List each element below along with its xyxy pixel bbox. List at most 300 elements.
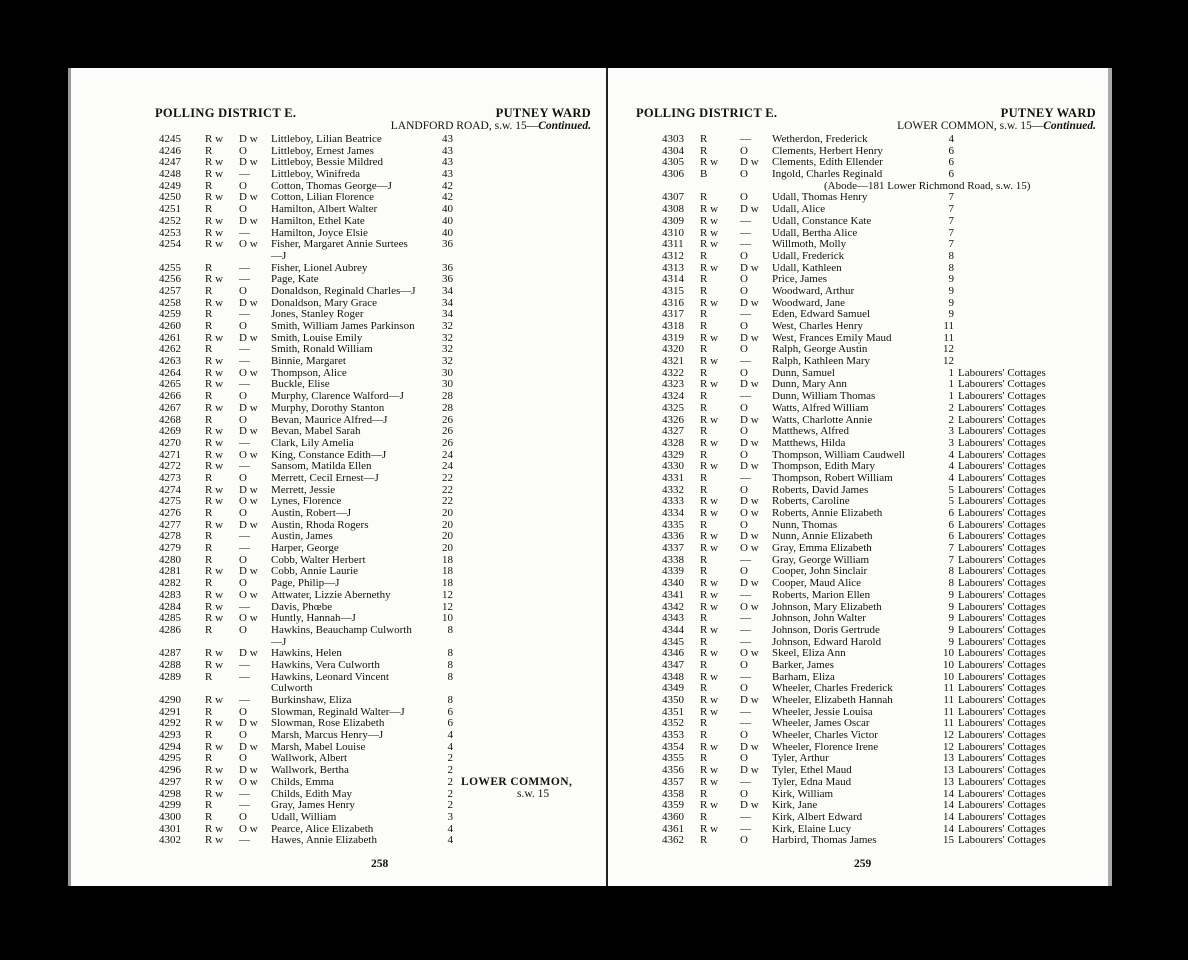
house-number: 7: [948, 226, 954, 239]
qualification-residence: R w: [700, 705, 719, 718]
qualification-occupation: D w: [740, 378, 759, 391]
house-number: 32: [442, 331, 453, 344]
elector-name: Barker, James: [772, 658, 834, 671]
house-number: 7: [948, 203, 954, 216]
elector-number: 4254: [159, 238, 181, 251]
qualification-occupation: O: [239, 203, 247, 216]
qualification-residence: R w: [700, 331, 719, 344]
qualification-residence: R w: [700, 355, 719, 368]
elector-name: Wheeler, James Oscar: [772, 717, 870, 730]
house-number: 22: [442, 483, 453, 496]
elector-name: Willmoth, Molly: [772, 238, 847, 251]
left-street-heading: LANDFORD ROAD, s.w. 15—Continued.: [390, 120, 591, 132]
qualification-residence: R: [205, 413, 213, 426]
elector-number: 4274: [159, 483, 181, 496]
elector-number: 4337: [662, 542, 684, 555]
elector-name: Austin, Robert—J: [271, 507, 352, 519]
house-number: 7: [948, 191, 954, 204]
qualification-residence: R: [700, 144, 708, 157]
address-name: Labourers' Cottages: [958, 658, 1046, 671]
address-name: Labourers' Cottages: [958, 401, 1046, 414]
elector-number: 4249: [159, 179, 181, 192]
register-entry: [71, 239, 609, 251]
qualification-occupation: O w: [239, 775, 258, 788]
qualification-occupation: D w: [239, 156, 258, 169]
elector-number: 4305: [662, 156, 684, 169]
elector-number: 4339: [662, 565, 684, 578]
elector-number: 4279: [159, 542, 181, 555]
qualification-occupation: D w: [740, 799, 759, 812]
qualification-residence: R w: [205, 214, 224, 227]
house-number: 4: [447, 740, 453, 753]
elector-number: 4260: [159, 320, 181, 332]
left-page: [68, 68, 609, 886]
house-number: 8: [948, 577, 954, 590]
house-number: 24: [442, 460, 453, 473]
qualification-occupation: O w: [239, 448, 258, 461]
house-number: 14: [943, 799, 954, 812]
qualification-occupation: O: [239, 471, 247, 484]
house-number: 14: [943, 787, 954, 800]
qualification-residence: R: [700, 565, 708, 578]
house-number: 5: [948, 483, 954, 496]
house-number: 6: [948, 168, 954, 181]
elector-name: Thompson, Alice: [271, 366, 347, 379]
elector-number: 4309: [662, 214, 684, 227]
elector-name: Nunn, Annie Elizabeth: [772, 530, 873, 543]
house-number: 2: [447, 752, 453, 765]
qualification-occupation: D w: [740, 413, 759, 426]
elector-name: Skeel, Eliza Ann: [772, 647, 846, 660]
address-name: Labourers' Cottages: [958, 729, 1046, 742]
house-number: 40: [442, 203, 453, 216]
register-entry: [71, 730, 609, 742]
elector-number: 4333: [662, 495, 684, 508]
qualification-occupation: O w: [740, 600, 759, 613]
qualification-occupation: D w: [740, 331, 759, 344]
elector-number: 4352: [662, 717, 684, 730]
register-entry: [608, 438, 1108, 450]
qualification-residence: R: [700, 483, 708, 496]
house-number: 8: [948, 261, 954, 274]
house-number: 8: [447, 694, 453, 706]
house-number: 12: [943, 343, 954, 356]
qualification-occupation: O: [740, 191, 748, 204]
qualification-occupation: —: [239, 530, 250, 543]
register-entry: [71, 169, 609, 181]
register-entry: [71, 321, 609, 333]
elector-name: Hawes, Annie Elizabeth: [271, 834, 377, 847]
house-number: 43: [442, 168, 453, 181]
qualification-occupation: O: [239, 284, 247, 297]
qualification-residence: R: [205, 507, 213, 519]
elector-name: Watts, Alfred William: [772, 401, 869, 414]
elector-number: 4351: [662, 705, 684, 718]
elector-number: 4314: [662, 273, 684, 286]
qualification-occupation: —: [239, 355, 250, 368]
right-street-heading: LOWER COMMON, s.w. 15—Continued.: [897, 120, 1096, 132]
elector-number: 4336: [662, 530, 684, 543]
qualification-residence: R w: [205, 518, 224, 531]
elector-name: Attwater, Lizzie Abernethy: [271, 588, 391, 601]
qualification-occupation: —: [239, 168, 250, 181]
elector-name: Bevan, Maurice Alfred—J: [271, 413, 388, 426]
elector-number: 4320: [662, 343, 684, 356]
qualification-residence: R w: [205, 834, 224, 847]
elector-name: Wheeler, Florence Irene: [772, 740, 879, 753]
register-entry: [608, 321, 1108, 333]
elector-number: 4245: [159, 133, 181, 145]
qualification-residence: R w: [205, 378, 224, 391]
qualification-residence: R w: [700, 203, 719, 216]
qualification-residence: R: [700, 834, 708, 847]
qualification-occupation: O: [740, 729, 748, 742]
house-number: 2: [447, 764, 453, 777]
elector-name: Page, Philip—J: [271, 577, 340, 590]
elector-number: 4340: [662, 577, 684, 590]
register-entry: [608, 777, 1108, 789]
qualification-occupation: D w: [740, 495, 759, 508]
elector-name: Dunn, Samuel: [772, 366, 835, 379]
house-number: 12: [943, 729, 954, 742]
house-number: 20: [442, 507, 453, 519]
qualification-occupation: D w: [239, 764, 258, 777]
house-number: 9: [948, 296, 954, 309]
qualification-residence: R w: [700, 214, 719, 227]
qualification-occupation: D w: [740, 436, 759, 449]
register-entry: [71, 438, 609, 450]
qualification-residence: R w: [700, 647, 719, 660]
elector-number: 4293: [159, 729, 181, 742]
qualification-occupation: D w: [740, 156, 759, 169]
qualification-occupation: O: [740, 834, 748, 847]
qualification-residence: R w: [700, 764, 719, 777]
elector-name: Hawkins, Beauchamp Culworth: [271, 623, 412, 636]
elector-number: 4286: [159, 623, 181, 636]
elector-name: Littleboy, Bessie Mildred: [271, 156, 384, 169]
qualification-residence: R w: [205, 588, 224, 601]
elector-number: 4313: [662, 261, 684, 274]
elector-number: 4273: [159, 471, 181, 484]
right-page: [608, 68, 1112, 886]
qualification-residence: R w: [700, 623, 719, 636]
qualification-residence: R w: [205, 355, 224, 368]
qualification-occupation: —: [239, 436, 250, 449]
elector-name: Huntly, Hannah—J: [271, 612, 356, 625]
qualification-occupation: D w: [740, 694, 759, 706]
elector-name: Davis, Phœbe: [271, 600, 333, 613]
elector-number: 4318: [662, 320, 684, 332]
elector-name: Roberts, Marion Ellen: [772, 588, 871, 601]
elector-name: West, Frances Emily Maud: [772, 331, 892, 344]
elector-number: 4292: [159, 717, 181, 730]
elector-number: 4360: [662, 810, 684, 823]
qualification-occupation: —: [239, 273, 250, 286]
qualification-occupation: —: [740, 226, 751, 239]
address-name: Labourers' Cottages: [958, 799, 1046, 812]
elector-name: Smith, Louise Emily: [271, 331, 363, 344]
elector-name: Wetherdon, Frederick: [772, 133, 868, 145]
qualification-occupation: —: [239, 542, 250, 555]
address-name: Labourers' Cottages: [958, 507, 1046, 519]
elector-number: 4255: [159, 261, 181, 274]
qualification-occupation: O: [239, 144, 247, 157]
elector-name: Eden, Edward Samuel: [772, 308, 871, 321]
address-name: Labourers' Cottages: [958, 366, 1046, 379]
qualification-residence: R: [700, 752, 708, 765]
elector-number: 4326: [662, 413, 684, 426]
qualification-residence: R w: [700, 378, 719, 391]
qualification-occupation: O: [740, 366, 748, 379]
register-entry: [608, 286, 1108, 298]
house-number: 7: [948, 542, 954, 555]
elector-name: Wheeler, Charles Victor: [772, 729, 878, 742]
elector-name: Ingold, Charles Reginald: [772, 168, 883, 181]
house-number: 4: [447, 834, 453, 847]
qualification-occupation: O: [740, 425, 748, 438]
elector-name: Johnson, Doris Gertrude: [772, 623, 880, 636]
house-number: 9: [948, 284, 954, 297]
register-entry: [608, 473, 1108, 485]
address-name: Labourers' Cottages: [958, 752, 1046, 765]
qualification-residence: R w: [205, 448, 224, 461]
elector-number: 4264: [159, 366, 181, 379]
elector-name: Harper, George: [271, 542, 339, 555]
house-number: 15: [943, 834, 954, 847]
elector-name: King, Constance Edith—J: [271, 448, 387, 461]
qualification-residence: R w: [700, 822, 719, 835]
house-number: 7: [948, 553, 954, 566]
address-name: Labourers' Cottages: [958, 588, 1046, 601]
elector-name: Hamilton, Ethel Kate: [271, 214, 365, 227]
elector-name: Udall, Constance Kate: [772, 214, 872, 227]
house-number: 43: [442, 144, 453, 157]
elector-name: Kirk, Elaine Lucy: [772, 822, 852, 835]
address-name: Labourers' Cottages: [958, 425, 1046, 438]
qualification-residence: R: [205, 542, 213, 555]
qualification-occupation: —: [740, 612, 751, 625]
qualification-residence: R: [700, 425, 708, 438]
elector-name: Pearce, Alice Elizabeth: [271, 822, 374, 835]
elector-number: 4315: [662, 284, 684, 297]
qualification-residence: R: [700, 658, 708, 671]
elector-number: 4358: [662, 787, 684, 800]
qualification-residence: R w: [700, 261, 719, 274]
register-entry: [608, 216, 1108, 228]
elector-name: Childs, Emma: [271, 775, 334, 788]
qualification-occupation: —: [740, 635, 751, 648]
qualification-occupation: D w: [740, 460, 759, 473]
elector-name: Austin, James: [271, 530, 333, 543]
elector-name: Cobb, Annie Laurie: [271, 565, 359, 578]
elector-number: 4290: [159, 694, 181, 706]
elector-number: 4257: [159, 284, 181, 297]
address-name: Labourers' Cottages: [958, 670, 1046, 683]
house-number: 32: [442, 320, 453, 332]
elector-number: 4288: [159, 658, 181, 671]
qualification-residence: R w: [205, 740, 224, 753]
elector-name: Sansom, Matilda Ellen: [271, 460, 372, 473]
elector-number: 4327: [662, 425, 684, 438]
elector-name: Roberts, Caroline: [772, 495, 850, 508]
elector-number: 4297: [159, 775, 181, 788]
elector-number: 4295: [159, 752, 181, 765]
qualification-residence: R w: [205, 694, 224, 706]
elector-name: Fisher, Margaret Annie Surtees: [271, 238, 408, 251]
house-number: 12: [943, 355, 954, 368]
address-name: Labourers' Cottages: [958, 483, 1046, 496]
elector-name: Kirk, William: [772, 787, 834, 800]
qualification-occupation: O: [740, 144, 748, 157]
elector-number: 4280: [159, 553, 181, 566]
qualification-residence: R: [700, 682, 708, 695]
qualification-residence: R: [700, 284, 708, 297]
house-number: 28: [442, 401, 453, 414]
register-entry: [608, 134, 1108, 146]
qualification-residence: R w: [700, 670, 719, 683]
elector-number: 4321: [662, 355, 684, 368]
qualification-occupation: —: [239, 834, 250, 847]
address-name: Labourers' Cottages: [958, 787, 1046, 800]
elector-number: 4251: [159, 203, 181, 216]
qualification-occupation: D w: [239, 518, 258, 531]
elector-name: Thompson, William Caudwell: [772, 448, 905, 461]
house-number: 34: [442, 284, 453, 297]
register-entry: [71, 835, 609, 847]
elector-number: 4307: [662, 191, 684, 204]
elector-number: 4345: [662, 635, 684, 648]
register-entry: [71, 800, 609, 812]
qualification-occupation: —: [239, 600, 250, 613]
house-number: 20: [442, 530, 453, 543]
elector-name: Harbird, Thomas James: [772, 834, 877, 847]
address-name: Labourers' Cottages: [958, 495, 1046, 508]
qualification-occupation: —: [740, 133, 751, 145]
elector-number: 4306: [662, 168, 684, 181]
right-register-list: [608, 134, 1108, 847]
register-entry: [608, 812, 1108, 824]
elector-name: Kirk, Jane: [772, 799, 818, 812]
qualification-residence: R w: [205, 331, 224, 344]
elector-number: 4341: [662, 588, 684, 601]
elector-name: Austin, Rhoda Rogers: [271, 518, 369, 531]
qualification-residence: R: [205, 203, 213, 216]
register-entry: [608, 169, 1108, 181]
house-number: 4: [948, 448, 954, 461]
address-name: Labourers' Cottages: [958, 822, 1046, 835]
house-number: 2: [948, 401, 954, 414]
address-name: Labourers' Cottages: [958, 448, 1046, 461]
qualification-occupation: O: [239, 729, 247, 742]
house-number: 36: [442, 261, 453, 274]
register-entry: [608, 660, 1108, 672]
book-spread: [62, 68, 1108, 886]
house-number: 3: [948, 425, 954, 438]
elector-name: Udall, Alice: [772, 203, 826, 216]
house-number: 22: [442, 495, 453, 508]
elector-number: 4285: [159, 612, 181, 625]
elector-number: 4262: [159, 343, 181, 356]
elector-name: Johnson, Mary Elizabeth: [772, 600, 882, 613]
right-header-district: POLLING DISTRICT E.: [636, 106, 778, 120]
elector-number: 4343: [662, 612, 684, 625]
register-entry: [608, 403, 1108, 415]
address-name: Labourers' Cottages: [958, 530, 1046, 543]
qualification-residence: R w: [700, 156, 719, 169]
house-number: 1: [948, 378, 954, 391]
qualification-residence: R w: [700, 238, 719, 251]
address-name: Labourers' Cottages: [958, 471, 1046, 484]
qualification-occupation: O: [740, 249, 748, 262]
house-number: 3: [447, 810, 453, 823]
qualification-residence: R w: [700, 507, 719, 519]
address-name: Labourers' Cottages: [958, 600, 1046, 613]
elector-name: Hawkins, Vera Culworth: [271, 658, 380, 671]
elector-number: 4348: [662, 670, 684, 683]
elector-number: 4308: [662, 203, 684, 216]
register-entry: [71, 625, 609, 637]
qualification-residence: R w: [205, 647, 224, 660]
qualification-residence: R w: [205, 717, 224, 730]
elector-number: 4356: [662, 764, 684, 777]
house-number: 8: [447, 647, 453, 660]
house-number: 7: [948, 214, 954, 227]
elector-name: Littleboy, Winifreda: [271, 168, 361, 181]
house-number: 6: [948, 518, 954, 531]
house-number: 9: [948, 273, 954, 286]
qualification-occupation: —: [239, 799, 250, 812]
elector-number: 4317: [662, 308, 684, 321]
elector-name: Ralph, George Austin: [772, 343, 868, 356]
qualification-residence: R: [205, 553, 213, 566]
qualification-occupation: —: [239, 261, 250, 274]
address-name: Labourers' Cottages: [958, 694, 1046, 706]
house-number: 8: [948, 565, 954, 578]
register-entry: [71, 590, 609, 602]
elector-name: Hawkins, Helen: [271, 647, 342, 660]
house-number: 7: [948, 238, 954, 251]
house-number: 3: [948, 436, 954, 449]
house-number: 14: [943, 810, 954, 823]
qualification-residence: R: [700, 518, 708, 531]
qualification-occupation: D w: [740, 740, 759, 753]
house-number: 20: [442, 542, 453, 555]
qualification-occupation: O w: [740, 507, 759, 519]
qualification-residence: R: [700, 191, 708, 204]
elector-number: 4246: [159, 144, 181, 157]
house-number: 2: [447, 787, 453, 800]
qualification-occupation: O w: [239, 238, 258, 251]
house-number: 6: [948, 530, 954, 543]
elector-number: 4330: [662, 460, 684, 473]
elector-name: Culworth: [271, 682, 313, 695]
qualification-occupation: D w: [239, 740, 258, 753]
qualification-occupation: —: [740, 214, 751, 227]
elector-number: 4349: [662, 682, 684, 695]
qualification-residence: R w: [205, 436, 224, 449]
elector-number: 4287: [159, 647, 181, 660]
qualification-residence: R w: [700, 530, 719, 543]
elector-number: 4269: [159, 425, 181, 438]
register-entry: [608, 590, 1108, 602]
elector-number: 4261: [159, 331, 181, 344]
address-name: Labourers' Cottages: [958, 717, 1046, 730]
elector-number: 4277: [159, 518, 181, 531]
elector-name: Cobb, Walter Herbert: [271, 553, 366, 566]
qualification-occupation: —: [740, 588, 751, 601]
qualification-occupation: D w: [239, 133, 258, 145]
register-entry: [71, 520, 609, 532]
